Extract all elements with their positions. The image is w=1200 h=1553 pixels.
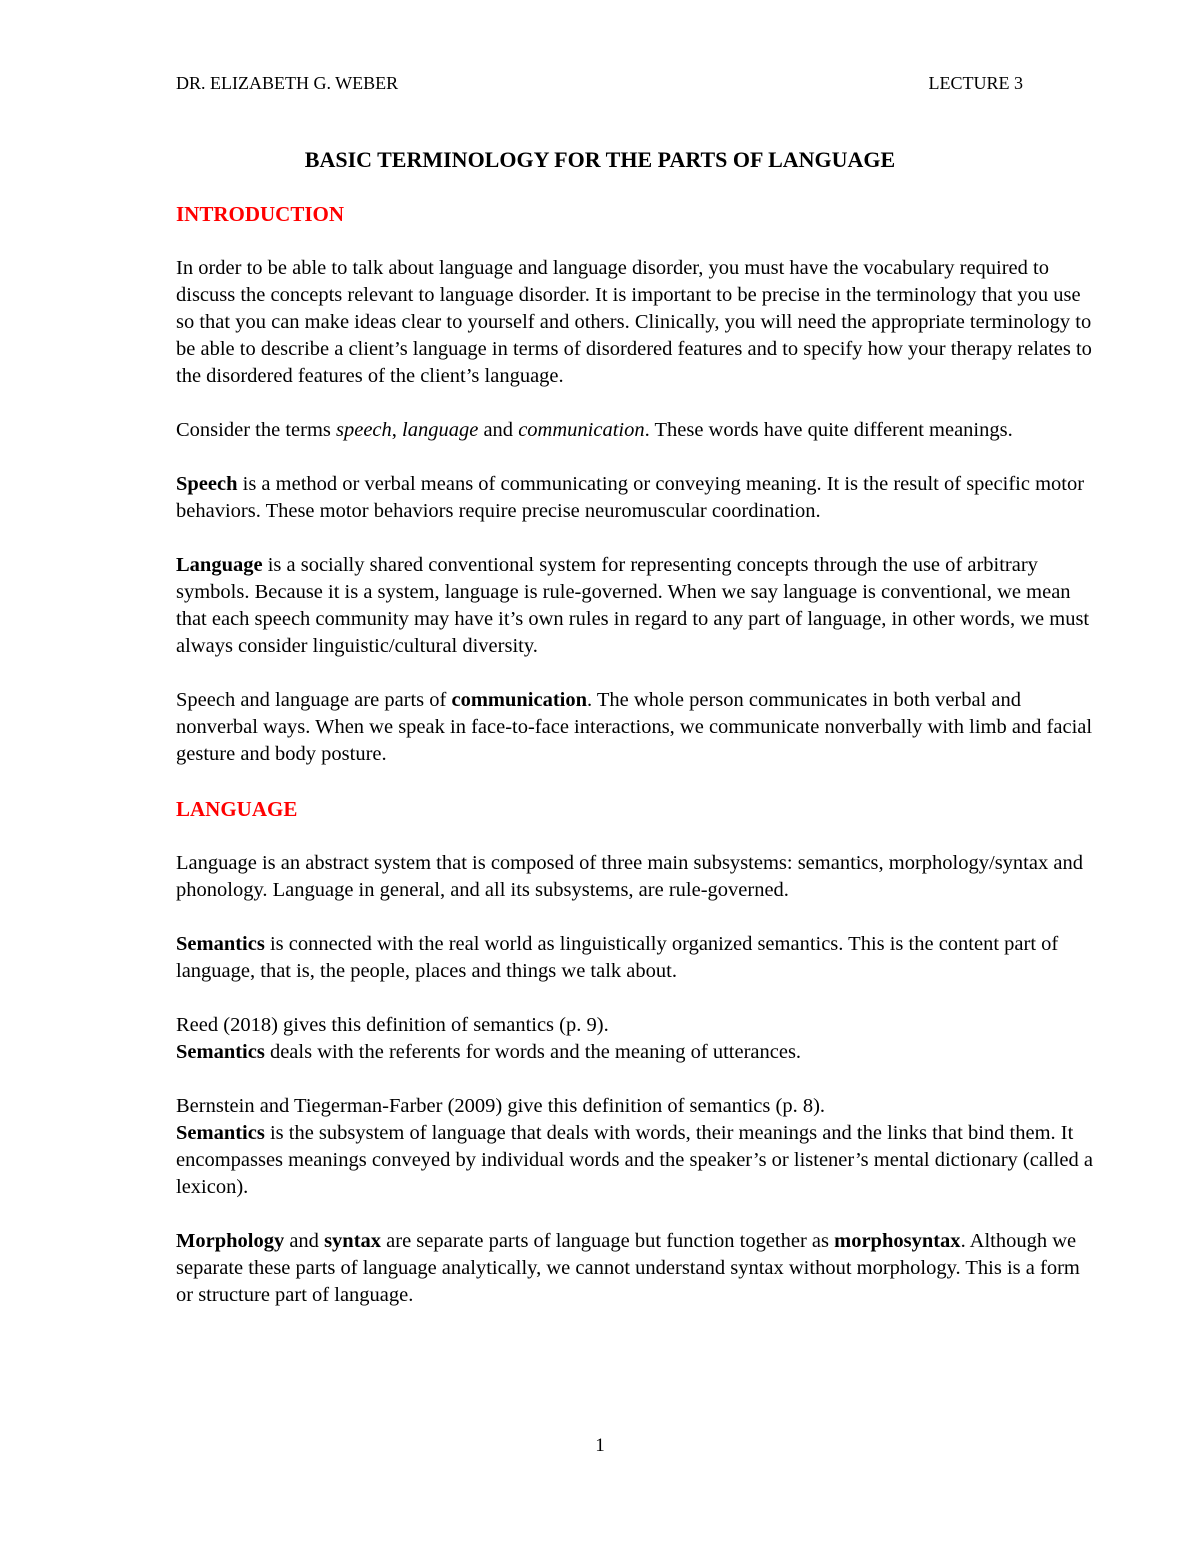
text-span: deals with the referents for words and the meaning of utterances. <box>264 1041 802 1063</box>
citation-line: Bernstein and Tiegerman-Farber (2009) give this definition of semantics (p. 8). <box>176 1095 826 1117</box>
language-intro-paragraph: Language is an abstract system that is composed of three main subsystems: semantics, morphology/syntax and phonology. Language in general, and all its subsystems, are rule-governed. <box>176 852 1083 901</box>
text-span: . Although we separate these parts of language analytically, we cannot understand syntax without morphology. This is a form or structure part of language. <box>176 1230 1080 1306</box>
text-span: is a method or verbal means of communicating or conveying meaning. It is the result of specific motor behaviors. These motor behaviors require precise neuromuscular coordination. <box>176 473 1085 522</box>
term-communication-italic: communication <box>518 419 645 441</box>
term-speech-italic: speech <box>336 419 392 441</box>
speech-paragraph <box>176 471 1098 525</box>
text-span: is the subsystem of language that deals with words, their meanings and the links that bind them. It encompasses meanings conveyed by individual words and the speaker’s or listener’s mental dictionary (called a lexicon). <box>176 1122 1093 1198</box>
section-heading-language: LANGUAGE <box>176 797 298 821</box>
morphosyntax-paragraph <box>176 1228 1098 1309</box>
term-semantics: Semantics <box>176 1041 265 1063</box>
terms-paragraph <box>176 417 1098 444</box>
document-body <box>176 200 1098 1309</box>
term-language: Language <box>176 554 263 576</box>
text-span: and <box>478 419 519 441</box>
text-span: and <box>284 1230 325 1252</box>
text-span: are separate parts of language but function together as <box>381 1230 835 1252</box>
reed-definition-paragraph <box>176 1012 1098 1066</box>
term-semantics: Semantics <box>176 933 265 955</box>
text-span: is a socially shared conventional system for representing concepts through the use of arbitrary symbols. Because it is a system, language is rule-governed. When we say language is conventional, we mean that each speech community may have it’s own rules in regard to any part of language, in other words, we must always consider linguistic/cultural diversity. <box>176 554 1090 657</box>
language-paragraph <box>176 552 1098 660</box>
header-lecture: LECTURE 3 <box>928 73 1023 93</box>
citation-line: Reed (2018) gives this definition of semantics (p. 9). <box>176 1014 609 1036</box>
text-span: Speech and language are parts of <box>176 689 452 711</box>
communication-paragraph <box>176 687 1098 768</box>
semantics-paragraph <box>176 931 1098 985</box>
text-span: , <box>391 419 403 441</box>
bernstein-definition-paragraph <box>176 1093 1098 1201</box>
term-morphology: Morphology <box>176 1230 285 1252</box>
page-number: 1 <box>595 1435 605 1456</box>
text-span: . These words have quite different meanings. <box>644 419 1013 441</box>
text-span: is connected with the real world as linguistically organized semantics. This is the content part of language, that is, the people, places and things we talk about. <box>176 933 1059 982</box>
term-communication: communication <box>451 689 588 711</box>
term-speech: Speech <box>176 473 238 495</box>
text-span: . The whole person communicates in both verbal and nonverbal ways. When we speak in face-to-face interactions, we communicate nonverbally with limb and facial gesture and body posture. <box>176 689 1093 765</box>
term-morphosyntax: morphosyntax <box>834 1230 961 1252</box>
text-span: Consider the terms <box>176 419 336 441</box>
term-language-italic: language <box>402 419 479 441</box>
intro-paragraph: In order to be able to talk about language and language disorder, you must have the vocabulary required to discuss the concepts relevant to language disorder. It is important to be precise in the terminology that you use so that you can make ideas clear to yourself and others. Clinically, you will need the appropriate terminology to be able to describe a client’s language in terms of disordered features and to specify how your therapy relates to the disordered features of the client’s language. <box>176 257 1092 387</box>
term-semantics: Semantics <box>176 1122 265 1144</box>
header-author: DR. ELIZABETH G. WEBER <box>176 73 399 93</box>
page-title: BASIC TERMINOLOGY FOR THE PARTS OF LANGUAGE <box>304 147 896 172</box>
section-heading-introduction: INTRODUCTION <box>176 202 345 226</box>
term-syntax: syntax <box>324 1230 382 1252</box>
